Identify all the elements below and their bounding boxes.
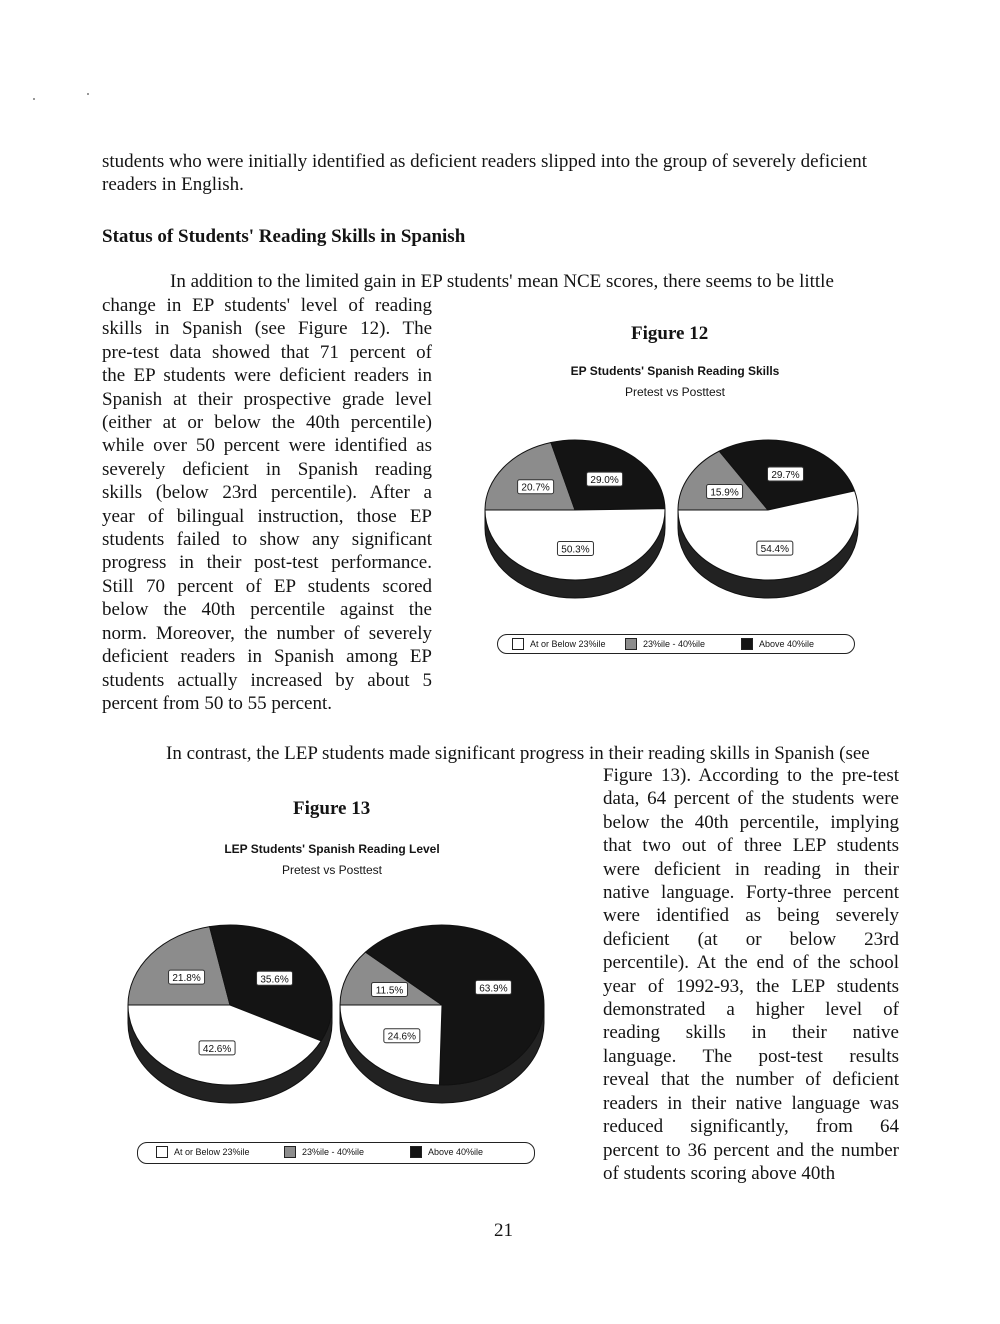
legend-swatch-black — [410, 1146, 422, 1158]
text-line: (either at or below the 40th percentile) — [102, 412, 432, 434]
figure-12-pies — [480, 430, 870, 610]
text-line: severely deficient in Spanish reading — [102, 458, 432, 480]
legend-item — [741, 638, 814, 650]
legend-item — [410, 1146, 483, 1158]
section-heading: Status of Students' Reading Skills in Spanish — [102, 226, 466, 247]
legend-item — [625, 638, 705, 650]
chart-subtitle: Pretest vs Posttest — [281, 863, 383, 877]
data-label: 15.9% — [710, 487, 739, 499]
text-line: percentile). At the end of the school — [603, 952, 899, 974]
text-line: students failed to show any significant — [102, 529, 432, 551]
text-line: demonstrated a higher level of — [603, 999, 899, 1021]
data-label: 63.9% — [479, 983, 508, 995]
data-label: 21.8% — [172, 973, 201, 985]
legend-swatch-white — [156, 1146, 168, 1158]
legend-swatch-black — [741, 638, 753, 650]
text-line: students who were initially identified as deficient readers slipped into the group of severely deficient — [102, 151, 868, 172]
data-label: 50.3% — [561, 544, 590, 556]
text-line: year of bilingual instruction, those EP — [102, 505, 432, 527]
text-line: year of 1992-93, the LEP students — [603, 975, 899, 997]
pie-pretest — [128, 925, 332, 1103]
text-line: readers in their native language was — [603, 1092, 899, 1114]
text-line: percent from 50 to 55 percent. — [102, 692, 333, 714]
data-label: 42.6% — [202, 1043, 232, 1055]
scan-speck — [33, 98, 35, 100]
text-line: norm. Moreover, the number of severely — [102, 622, 432, 644]
legend-item — [156, 1146, 250, 1158]
text-line: were deficient in reading in their — [603, 858, 899, 880]
figure-13-label: Figure 13 — [293, 798, 371, 819]
slice-at-or-below — [340, 1005, 442, 1085]
text-line: skills (below 23rd percentile). After a — [102, 482, 432, 504]
legend-swatch-white — [512, 638, 524, 650]
text-line: deficient (at or below 23rd — [603, 928, 899, 950]
pie-posttest — [678, 440, 858, 598]
text-line: change in EP students' level of reading — [102, 295, 432, 316]
legend-label: At or Below 23%ile — [530, 639, 606, 649]
text-line: progress in their post-test performance. — [102, 552, 432, 574]
text-line: the EP students were deficient readers in — [102, 365, 432, 387]
legend-item — [284, 1146, 364, 1158]
legend-label: Above 40%ile — [759, 639, 815, 649]
paragraph-1-first-line: In addition to the limited gain in EP students' mean NCE scores, there seems to be little — [170, 271, 834, 292]
top-paragraph — [102, 150, 894, 197]
figure-12-label: Figure 12 — [631, 323, 709, 344]
paragraph-1-body — [102, 294, 432, 715]
text-line: of students scoring above 40th — [603, 1162, 836, 1184]
chart-legend — [137, 1142, 535, 1164]
text-line: pre-test data showed that 71 percent of — [102, 341, 432, 363]
legend-item — [512, 638, 606, 650]
text-line: reduced significantly, from 64 — [603, 1116, 899, 1138]
text-line: were identified as being severely — [603, 905, 899, 927]
pie-posttest — [340, 925, 544, 1103]
text-line: deficient readers in Spanish among EP — [102, 646, 432, 668]
text-line: reading skills in their native — [603, 1022, 899, 1044]
text-line: Spanish at their prospective grade level — [102, 388, 432, 410]
data-label: 54.4% — [760, 544, 790, 556]
text-line: readers in English. — [102, 174, 244, 196]
text-line: that two out of three LEP students — [603, 835, 899, 857]
text-line: Figure 13). According to the pre-test — [603, 765, 899, 786]
text-line: below the 40th percentile against the — [102, 599, 432, 621]
chart-title: LEP Students' Spanish Reading Level — [224, 842, 440, 856]
page-number: 21 — [494, 1220, 513, 1241]
legend-label: At or Below 23%ile — [174, 1147, 250, 1157]
text-line: reveal that the number of deficient — [603, 1069, 899, 1091]
chart-title: EP Students' Spanish Reading Skills — [570, 364, 780, 378]
text-line: data, 64 percent of the students were — [603, 788, 899, 810]
text-line: native language. Forty-three percent — [603, 882, 899, 904]
data-label: 35.6% — [260, 974, 289, 986]
legend-swatch-gray — [284, 1146, 296, 1158]
data-label: 20.7% — [521, 482, 550, 494]
data-label: 11.5% — [375, 985, 404, 997]
data-label: 29.0% — [590, 475, 619, 487]
legend-label: 23%ile - 40%ile — [643, 639, 706, 649]
figure-13-pies — [120, 910, 560, 1130]
chart-legend — [497, 634, 855, 654]
pie-pretest — [485, 440, 665, 598]
paragraph-2-body — [603, 764, 899, 1185]
text-line: Still 70 percent of EP students scored — [102, 575, 432, 597]
text-line: skills in Spanish (see Figure 12). The — [102, 318, 432, 340]
text-line: below the 40th percentile, implying — [603, 811, 899, 833]
text-line: percent to 36 percent and the number — [603, 1139, 899, 1161]
legend-label: 23%ile - 40%ile — [302, 1147, 365, 1157]
data-label: 29.7% — [771, 469, 800, 481]
legend-swatch-gray — [625, 638, 637, 650]
text-line: students actually increased by about 5 — [102, 669, 432, 691]
text-line: while over 50 percent were identified as — [102, 435, 432, 457]
chart-subtitle: Pretest vs Posttest — [624, 385, 726, 399]
scan-speck — [87, 93, 89, 95]
text-line: language. The post-test results — [603, 1045, 899, 1067]
paragraph-2-first-line: In contrast, the LEP students made significant progress in their reading skills in Spanish (see — [166, 743, 870, 764]
legend-label: Above 40%ile — [428, 1147, 484, 1157]
data-label: 24.6% — [387, 1031, 417, 1043]
